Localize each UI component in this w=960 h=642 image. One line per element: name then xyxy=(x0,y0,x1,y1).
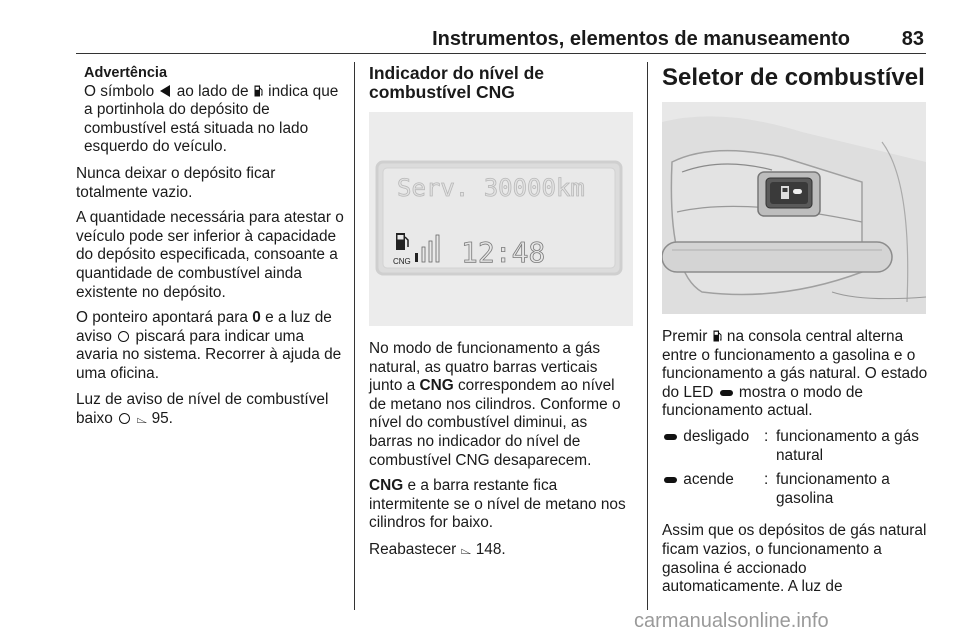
warning-box xyxy=(76,64,344,157)
level-bar xyxy=(415,253,418,262)
page-reference[interactable]: 95. xyxy=(151,410,173,428)
led-state-description: funcionamento a gasolina xyxy=(776,471,890,507)
column-3 xyxy=(662,64,928,604)
warning-light-icon xyxy=(118,331,129,342)
cng-display-figure xyxy=(369,112,633,326)
watermark: carmanualsonline.info xyxy=(634,610,829,632)
paragraph: Nunca deixar o depósito ficar totalmente vazio. xyxy=(76,164,276,201)
paragraph: No modo de funcionamento a gás natural, as quatro barras verticais junto a CNG correspondem ao nível de metano nos cilindros. Conforme o nível do combustível diminui, as barras no indicador do nível de combustível CNG desaparecem. xyxy=(369,340,621,469)
paragraph: O ponteiro apontará para 0 e a luz de aviso piscará para indicar uma avaria no sistema. Recorrer à ajuda de uma oficina. xyxy=(76,309,342,382)
column-2 xyxy=(369,64,635,567)
led-icon xyxy=(664,477,677,483)
led-state-term: acende xyxy=(683,471,734,489)
page-title: Instrumentos, elementos de manuseamento xyxy=(432,28,850,50)
led-indicator xyxy=(793,189,802,194)
warning-text: O símbolo ao lado de indica que a portinhola do depósito de combustível está situada no lado esquerdo do veículo. xyxy=(84,82,339,156)
display-clock: 12:48 xyxy=(461,236,546,269)
fuel-pump-icon xyxy=(254,85,263,97)
display-cng-label: CNG xyxy=(393,257,411,266)
paragraph: Assim que os depósitos de gás natural ficam vazios, o funcionamento a gasolina é accionado automaticamente. A luz de xyxy=(662,522,927,596)
paragraph: Reabastecer ⌳ 148. xyxy=(369,540,506,558)
page-header xyxy=(76,26,926,54)
paragraph: Luz de aviso de nível de combustível baixo ⌳ 95. xyxy=(76,390,329,428)
fuel-selector-illustration xyxy=(662,102,926,314)
fuel-selector-figure xyxy=(662,102,926,314)
fuel-pump-icon xyxy=(713,330,722,342)
column-divider-2 xyxy=(647,62,648,610)
paragraph: A quantidade necessária para atestar o veículo pode ser inferior à capacidade do depósito especificada, consoante a quantidade de combustível ainda existente no depósito. xyxy=(76,209,344,301)
led-state-table xyxy=(662,428,928,508)
table-row: acende : funcionamento a gasolina xyxy=(662,471,928,508)
led-icon xyxy=(720,390,733,396)
page-ref-icon: ⌳ xyxy=(460,540,472,557)
paragraph: CNG e a barra restante fica intermitente se o nível de metano nos cilindros for baixo. xyxy=(369,477,626,532)
led-icon xyxy=(664,434,677,440)
page-ref-icon: ⌳ xyxy=(136,410,148,427)
section-heading: Indicador do nível de combustível CNG xyxy=(369,63,545,102)
handbrake-lever xyxy=(662,242,892,272)
column-1 xyxy=(76,64,344,436)
section-heading: Seletor de combustível xyxy=(662,64,925,91)
fuel-flap-arrow-icon xyxy=(160,85,170,97)
page-reference[interactable]: 148. xyxy=(475,540,506,558)
page-number: 83 xyxy=(901,28,924,50)
display-top-text: Serv. 30000km xyxy=(397,174,585,202)
paragraph: Premir na consola central alterna entre o funcionamento a gasolina e o funcionamento a gás natural. O estado do LED mostra o modo de funcionamento actual. xyxy=(662,328,928,420)
led-state-description: funcionamento a gás natural xyxy=(776,427,919,464)
cng-display-illustration xyxy=(369,112,633,326)
warning-light-icon xyxy=(119,413,130,424)
warning-title: Advertência xyxy=(84,65,168,81)
led-state-term: desligado xyxy=(683,427,750,445)
column-divider-1 xyxy=(354,62,355,610)
table-row: desligado : funcionamento a gás natural xyxy=(662,428,928,465)
